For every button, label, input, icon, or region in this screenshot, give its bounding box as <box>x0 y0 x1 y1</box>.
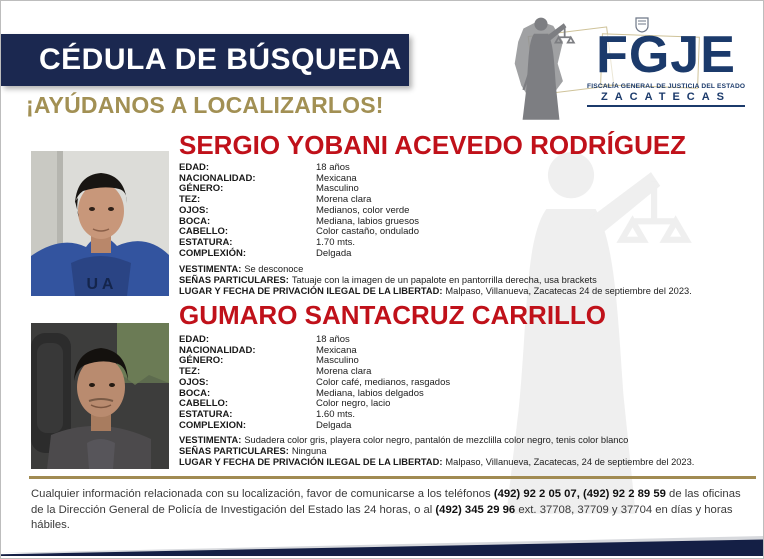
detail-row <box>179 389 757 400</box>
detail-label: EDAD: <box>179 334 210 345</box>
detail-value: 1.60 mts. <box>316 408 356 420</box>
logo-line1: FISCALÍA GENERAL DE JUSTICIA DEL ESTADO <box>587 83 746 90</box>
detail-label: GÉNERO: <box>179 183 224 195</box>
detail-row <box>179 238 757 249</box>
detail-value: Delgada <box>316 419 352 431</box>
detail-row <box>179 356 757 367</box>
logo-line2: ZACATECAS <box>587 91 745 107</box>
detail-value: Medianos, color verde <box>316 204 410 216</box>
extra-detail-value: Se desconoce <box>244 264 304 274</box>
extra-detail-row <box>179 275 757 286</box>
detail-label: BOCA: <box>179 387 211 399</box>
detail-label: CABELLO: <box>179 398 229 410</box>
detail-value: Color negro, lacio <box>316 398 391 410</box>
svg-text:U A: U A <box>86 276 114 293</box>
contact-info <box>31 487 753 534</box>
detail-label: CABELLO: <box>179 226 229 238</box>
detail-value: 18 años <box>316 334 350 345</box>
detail-row <box>179 217 757 228</box>
contact-text-segment: ext. 37708, 37709 y 37704 en días y horas hábiles. <box>31 503 733 532</box>
detail-label: BOCA: <box>179 215 211 227</box>
extra-detail-label: VESTIMENTA: <box>179 264 242 274</box>
detail-value: Mediana, labios delgados <box>316 387 424 399</box>
fgje-logo <box>483 9 745 127</box>
extra-detail-value: Ninguna <box>291 446 327 457</box>
detail-value: Color café, medianos, rasgados <box>316 376 451 388</box>
person-2-extra-details <box>179 435 757 469</box>
contact-text-segment: Cualquier información relacionada con su localización, favor de comunicarse a los teléfonos <box>31 488 494 500</box>
detail-row <box>179 206 757 217</box>
bottom-decoration <box>1 528 763 558</box>
extra-detail-row <box>179 264 757 275</box>
detail-label: OJOS: <box>179 376 209 388</box>
detail-value: Masculino <box>316 183 359 195</box>
cta-heading: ¡AYÚDANOS A LOCALIZARLOS! <box>26 92 384 118</box>
detail-row <box>179 174 757 185</box>
detail-value: Masculino <box>316 355 359 367</box>
gold-divider <box>29 476 756 479</box>
detail-value: 1.70 mts. <box>316 236 356 248</box>
page-title: CÉDULA DE BÚSQUEDA <box>39 43 402 76</box>
extra-detail-value: Malpaso, Villanueva, Zacatecas, 24 de septiembre del 2023. <box>445 457 695 468</box>
detail-label: NACIONALIDAD: <box>179 172 256 184</box>
detail-label: TEZ: <box>179 366 201 378</box>
detail-row <box>179 184 757 195</box>
extra-detail-row <box>179 446 757 457</box>
person-2-photo <box>31 323 169 469</box>
detail-label: TEZ: <box>179 194 201 206</box>
detail-label: EDAD: <box>179 162 210 173</box>
extra-detail-label: SEÑAS PARTICULARES: <box>179 446 289 457</box>
detail-label: ESTATURA: <box>179 236 233 248</box>
person-2-name: GUMARO SANTACRUZ CARRILLO <box>179 300 607 330</box>
detail-label: ESTATURA: <box>179 408 233 420</box>
logo-acronym: FGJE <box>596 26 736 84</box>
detail-label: GÉNERO: <box>179 355 224 367</box>
detail-row <box>179 195 757 206</box>
person-1-name: SERGIO YOBANI ACEVEDO RODRÍGUEZ <box>179 130 687 160</box>
detail-row <box>179 399 757 410</box>
detail-row <box>179 378 757 389</box>
detail-row <box>179 163 757 174</box>
contact-text-segment: (492) 345 29 96 <box>435 503 516 516</box>
detail-value: Mediana, labios gruesos <box>316 215 419 227</box>
logo-text-block <box>587 27 745 107</box>
extra-detail-row <box>179 286 757 297</box>
person-2-details <box>179 335 757 431</box>
detail-label: COMPLEXION: <box>179 419 247 431</box>
detail-value: 18 años <box>316 162 350 173</box>
contact-text-segment: (492) 92 2 05 07, (492) 92 2 89 59 <box>493 488 666 500</box>
extra-detail-label: LUGAR Y FECHA DE PRIVACIÓN ILEGAL DE LA LIBERTAD: <box>179 457 443 468</box>
contact-text-segment: de las oficinas de la Dirección General de Policía de Investigación del Estado las 24 horas, o al <box>31 488 741 516</box>
extra-detail-label: LUGAR Y FECHA DE PRIVACIÓN ILEGAL DE LA LIBERTAD: <box>179 286 443 297</box>
person-1-details <box>179 163 757 259</box>
person-1-photo <box>31 151 169 296</box>
extra-detail-value: Sudadera color gris, playera color negro, pantalón de mezclilla color negro, tenis color blanco <box>244 435 629 445</box>
detail-label: OJOS: <box>179 204 209 216</box>
detail-value: Delgada <box>316 247 352 259</box>
detail-value: Mexicana <box>316 172 357 184</box>
detail-value: Mexicana <box>316 344 357 356</box>
extra-detail-row <box>179 457 757 468</box>
detail-value: Color castaño, ondulado <box>316 226 419 238</box>
title-banner <box>1 34 409 86</box>
detail-row <box>179 346 757 357</box>
extra-detail-value: Tatuaje con la imagen de un papalote en pantorrilla derecha, usa brackets <box>291 275 597 286</box>
detail-row <box>179 410 757 421</box>
detail-row <box>179 335 757 346</box>
detail-row <box>179 249 757 260</box>
extra-detail-label: VESTIMENTA: <box>179 435 242 445</box>
detail-row <box>179 421 757 432</box>
detail-row <box>179 367 757 378</box>
detail-value: Morena clara <box>316 194 372 206</box>
detail-value: Morena clara <box>316 366 372 378</box>
person-1-extra-details <box>179 264 757 298</box>
justice-statue-icon <box>485 11 597 125</box>
detail-label: COMPLEXIÓN: <box>179 247 247 259</box>
detail-row <box>179 227 757 238</box>
extra-detail-label: SEÑAS PARTICULARES: <box>179 275 289 286</box>
detail-label: NACIONALIDAD: <box>179 344 256 356</box>
extra-detail-value: Malpaso, Villanueva, Zacatecas 24 de septiembre del 2023. <box>445 286 692 297</box>
extra-detail-row <box>179 435 757 446</box>
